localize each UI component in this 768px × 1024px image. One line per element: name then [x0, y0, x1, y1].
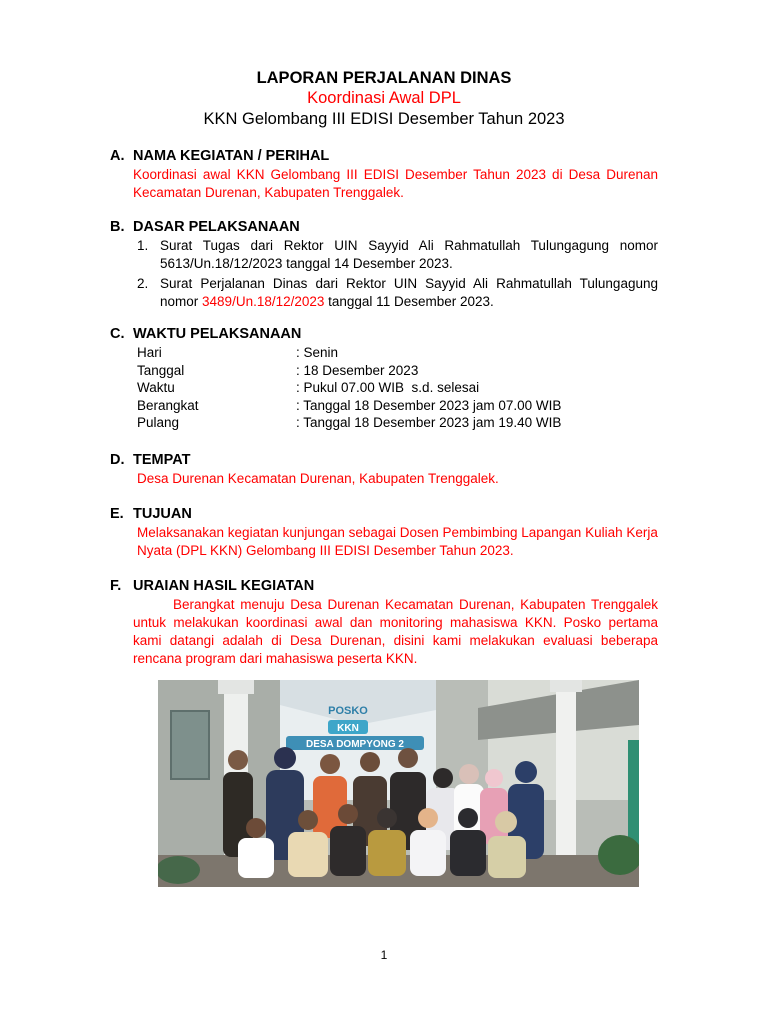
row-key: Pulang — [137, 415, 180, 431]
row-value: : Tanggal 18 Desember 2023 jam 07.00 WIB — [296, 397, 562, 413]
section-f — [110, 577, 658, 668]
list-item-text-before: Surat Perjalanan Dinas dari Rektor UIN Sayyid Ali Rahmatullah Tulungagung nomor — [160, 276, 658, 309]
title-block — [0, 68, 768, 130]
section-d-heading — [110, 451, 658, 470]
section-c-title: WAKTU PELAKSANAAN — [133, 326, 302, 342]
section-b-letter: B. — [110, 219, 125, 235]
section-a-letter: A. — [110, 148, 125, 164]
section-f-letter: F. — [110, 578, 122, 594]
section-a-text: Koordinasi awal KKN Gelombang III EDISI Desember Tahun 2023 di Desa Durenan Kecamatan Durenan, Kabupaten Trenggalek. — [133, 167, 658, 200]
section-a-heading — [110, 147, 658, 166]
table-row — [137, 397, 561, 415]
group-photo-illustration — [158, 680, 639, 887]
section-a-title: NAMA KEGIATAN / PERIHAL — [133, 148, 330, 164]
section-e — [110, 505, 658, 560]
table-row — [137, 362, 561, 380]
list-item-number: 2. — [137, 276, 149, 291]
section-b — [110, 218, 658, 313]
table-row — [137, 414, 561, 432]
list-item-text: Surat Tugas dari Rektor UIN Sayyid Ali Rahmatullah Tulungagung nomor 5613/Un.18/12/2023 tanggal 14 Desember 2023. — [160, 238, 658, 271]
section-c-heading — [110, 325, 658, 344]
section-a — [110, 147, 658, 202]
banner-line1: POSKO — [328, 705, 368, 717]
table-row — [137, 344, 561, 362]
letter-number-highlight: 3489/Un.18/12/2023 — [202, 294, 325, 309]
list-item-text-after: tanggal 11 Desember 2023. — [324, 294, 494, 309]
section-f-text: Berangkat menuju Desa Durenan Kecamatan Durenan, Kabupaten Trenggalek untuk melakukan koordinasi awal dan monitoring mahasiswa KKN. Posko pertama kami datangi adalah di Desa Durenan, disini kami melakukan evaluasi beberapa rencana program dari mahasiswa peserta KKN. — [133, 597, 658, 666]
banner-line3: DESA DOMPYONG 2 — [306, 739, 404, 750]
list-item — [137, 237, 658, 273]
row-key: Waktu — [137, 380, 175, 396]
list-item-text — [160, 275, 658, 311]
row-key: Berangkat — [137, 397, 199, 413]
section-d — [110, 451, 658, 488]
banner-line2: KKN — [337, 723, 359, 734]
section-e-title: TUJUAN — [133, 506, 192, 522]
row-value: : Pukul 07.00 WIB s.d. selesai — [296, 380, 480, 396]
group-photo — [158, 680, 639, 887]
section-e-heading — [110, 505, 658, 524]
row-key: Hari — [137, 345, 162, 360]
dasar-list — [137, 237, 658, 311]
page-number: 1 — [380, 948, 388, 962]
list-item — [137, 275, 658, 311]
section-b-title: DASAR PELAKSANAAN — [133, 219, 300, 235]
section-c — [110, 325, 658, 432]
section-c-letter: C. — [110, 326, 125, 342]
section-b-heading — [110, 218, 658, 237]
document-title-line3: KKN Gelombang III EDISI Desember Tahun 2023 — [203, 110, 565, 128]
section-f-heading — [110, 577, 658, 596]
schedule-table — [137, 344, 561, 432]
section-d-text: Desa Durenan Kecamatan Durenan, Kabupaten Trenggalek. — [137, 471, 499, 486]
section-d-letter: D. — [110, 452, 125, 468]
section-d-title: TEMPAT — [133, 452, 191, 468]
list-item-number: 1. — [137, 238, 149, 253]
document-title: LAPORAN PERJALANAN DINAS — [256, 69, 512, 87]
section-e-letter: E. — [110, 506, 124, 522]
table-row — [137, 379, 561, 397]
row-value: : 18 Desember 2023 — [296, 362, 419, 378]
document-subtitle: Koordinasi Awal DPL — [307, 89, 461, 107]
section-e-text: Melaksanakan kegiatan kunjungan sebagai Dosen Pembimbing Lapangan Kuliah Kerja Nyata (DPL KKN) Gelombang III EDISI Desember Tahun 2023. — [137, 525, 658, 558]
row-value: : Tanggal 18 Desember 2023 jam 19.40 WIB — [296, 415, 562, 431]
row-value: : Senin — [296, 345, 339, 360]
section-f-title: URAIAN HASIL KEGIATAN — [133, 578, 315, 594]
row-key: Tanggal — [137, 362, 185, 378]
